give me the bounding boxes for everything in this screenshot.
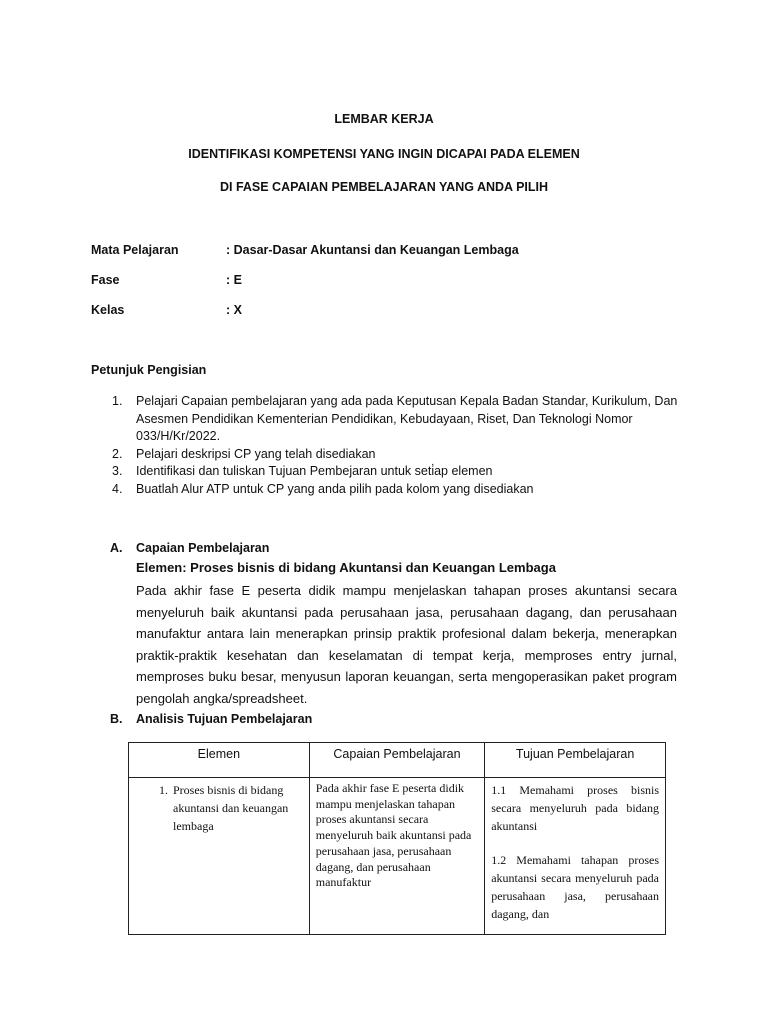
cell-tp	[485, 778, 666, 935]
info-label: Fase	[91, 273, 120, 287]
list-item	[91, 393, 681, 446]
section-title: Analisis Tujuan Pembelajaran	[136, 712, 313, 726]
list-item	[91, 446, 681, 464]
header-cp: Capaian Pembelajaran	[309, 743, 484, 778]
elemen-heading: Elemen: Proses bisnis di bidang Akuntansi dan Keuangan Lembaga	[136, 560, 556, 575]
petunjuk-list	[91, 393, 681, 498]
section-title: Capaian Pembelajaran	[136, 541, 270, 555]
list-text: Pelajari deskripsi CP yang telah disediakan	[136, 446, 376, 461]
list-item	[91, 481, 681, 499]
row-number: 1.	[159, 783, 168, 797]
elemen-text: Proses bisnis di bidang akuntansi dan keuangan lembaga	[173, 783, 289, 833]
list-text: Buatlah Alur ATP untuk CP yang anda pilih pada kolom yang disediakan	[136, 481, 534, 496]
header-elemen: Elemen	[129, 743, 310, 778]
section-letter: A.	[110, 541, 123, 555]
list-item	[91, 463, 681, 481]
list-number: 2.	[112, 446, 123, 461]
info-value: : X	[226, 303, 242, 317]
page-subtitle-2: DI FASE CAPAIAN PEMBELAJARAN YANG ANDA PILIH	[219, 180, 549, 194]
cell-elemen	[129, 778, 310, 935]
list-text: Pelajari Capaian pembelajaran yang ada pada Keputusan Kepala Badan Standar, Kurikulum, Dan Asesmen Pendidikan Kementerian Pendidikan, Kebudayaan, Riset, Dan Teknologi Nomor 033/H/Kr/2022.	[136, 394, 678, 443]
petunjuk-heading: Petunjuk Pengisian	[91, 363, 207, 377]
table-row	[129, 778, 666, 935]
cell-cp	[309, 778, 484, 935]
list-number: 1.	[112, 394, 123, 408]
list-text: Identifikasi dan tuliskan Tujuan Pembejaran untuk seti̇ap elemen	[136, 464, 493, 478]
info-label: Mata Pelajaran	[91, 243, 179, 257]
header-tp: Tujuan Pembelajaran	[485, 743, 666, 778]
info-label: Kelas	[91, 303, 125, 317]
list-number: 4.	[112, 481, 123, 496]
info-value: : Dasar-Dasar Akuntansi dan Keuangan Lembaga	[226, 243, 519, 257]
table-header-row	[129, 743, 666, 778]
cp-paragraph: Pada akhir fase E peserta didik mampu menjelaskan tahapan proses akuntansi secara menyeluruh baik akuntansi pada perusahaan jasa, perusahaan dagang, dan perusahaan manufaktur antara lain menerapkan prinsip praktik profesional dalam bekerja, menerapkan praktik-praktik kesehatan dan keselamatan di tempat kerja, memproses entry jurnal, memproses buku besar, menyusun laporan keuangan, serta mengoperasikan paket program pengolah angka/spreadsheet.	[136, 583, 677, 706]
page-title: LEMBAR KERJA	[334, 112, 434, 126]
list-number: 3.	[112, 464, 123, 478]
tp-item-2: 1.2 Memahami tahapan proses akuntansi secara menyeluruh pada perusahaan jasa, perusahaan dagang, dan	[491, 853, 659, 921]
cp-text: Pada akhir fase E peserta didik mampu menjelaskan tahapan proses akuntansi secara menyeluruh baik akuntansi pada perusahaan jasa, perusahaan dagang, dan perusahaan manufaktur	[315, 781, 472, 890]
tp-item-1: 1.1 Memahami proses bisnis secara menyeluruh pada bidang akuntansi	[491, 783, 659, 833]
page-subtitle-1: IDENTIFIKASI KOMPETENSI YANG INGIN DICAPAI PADA ELEMEN	[188, 147, 580, 161]
section-letter: B.	[110, 712, 123, 726]
tujuan-table	[128, 742, 666, 935]
info-value: : E	[226, 273, 242, 287]
